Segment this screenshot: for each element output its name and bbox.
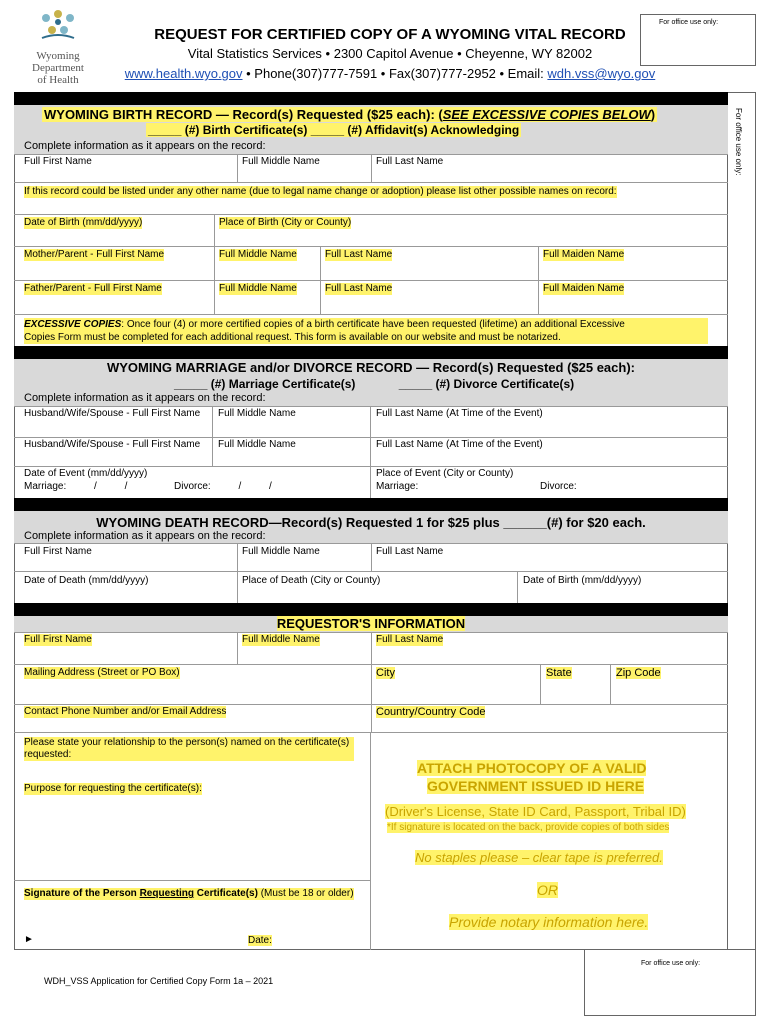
attach-notary-note: Provide notary information here. [449,914,649,930]
section-bar [14,346,728,359]
event-place-divorce: Divorce: [540,481,577,492]
spouse2-last-name-label: Full Last Name (At Time of the Event) [376,439,543,450]
birth-other-names-label: If this record could be listed under any other name (due to legal name change or adoption) please list other possible names on record: [24,186,617,197]
footer-form-id: WDH_VSS Application for Certified Copy Form 1a – 2021 [44,976,274,986]
section-bar [14,603,728,616]
father-maiden-name-label: Full Maiden Name [543,283,625,294]
logo-line2: Department [32,62,84,74]
event-place-marriage: Marriage: [376,481,419,492]
requestor-first-name-label: Full First Name [24,634,92,645]
death-complete-note: Complete information as it appears on the record: [24,530,266,542]
mother-maiden-name-label: Full Maiden Name [543,249,625,260]
spouse1-first-name-label: Husband/Wife/Spouse - Full First Name [24,408,201,419]
city-label: City [376,667,395,679]
death-title: WYOMING DEATH RECORD—Record(s) Requested 1 for $25 plus ______(#) for $20 each. [96,515,646,530]
death-first-name-label: Full First Name [24,546,92,557]
event-date-label: Date of Event (mm/dd/yyyy) [24,468,148,479]
death-middle-name-label: Full Middle Name [242,546,320,557]
event-place-label: Place of Event (City or County) [376,468,514,479]
death-date-label: Date of Death (mm/dd/yyyy) [24,575,149,586]
page-title: REQUEST FOR CERTIFIED COPY OF A WYOMING VITAL RECORD [154,26,626,43]
birth-complete-note: Complete information as it appears on the record: [24,140,266,152]
attach-or: OR [537,882,558,898]
mother-first-name-label: Mother/Parent - Full First Name [24,249,165,260]
death-place-label: Place of Death (City or County) [242,575,381,586]
death-dob-label: Date of Birth (mm/dd/yyyy) [523,575,642,586]
death-last-name-label: Full Last Name [376,546,444,557]
country-label: Country/Country Code [376,706,486,718]
father-middle-name-label: Full Middle Name [219,283,297,294]
marriage-complete-note: Complete information as it appears on the record: [24,392,266,404]
birth-pob-label: Place of Birth (City or County) [219,217,352,228]
attach-id-area [371,733,727,949]
requestor-last-name-label: Full Last Name [376,634,444,645]
signature-arrow: ► [24,934,34,945]
purpose-label: Purpose for requesting the certificate(s): [24,783,202,794]
mother-middle-name-label: Full Middle Name [219,249,297,260]
requestor-middle-name-label: Full Middle Name [242,634,320,645]
logo-line3: of Health [37,74,79,86]
header-contact [90,66,690,81]
birth-first-name-label: Full First Name [24,156,92,167]
attach-id-types: (Driver's License, State ID Card, Passport, Tribal ID) [385,804,686,819]
birth-title: WYOMING BIRTH RECORD — Record(s) Requested ($25 each): (SEE EXCESSIVE COPIES BELOW) [44,107,656,122]
birth-last-name-label: Full Last Name [376,156,444,167]
wdh-logo-icon [34,8,84,44]
birth-dob-label: Date of Birth (mm/dd/yyyy) [24,217,143,228]
father-first-name-label: Father/Parent - Full First Name [24,283,162,294]
birth-quantity-line: _____ (#) Birth Certificate(s) _____ (#) Affidavit(s) Acknowledging [148,123,520,137]
attach-line1: ATTACH PHOTOCOPY OF A VALID [417,760,647,776]
attach-signature-note: *If signature is located on the back, provide copies of both sides [387,822,670,833]
attach-line2: GOVERNMENT ISSUED ID HERE [427,778,645,794]
office-use-label-bottom: For office use only: [641,960,701,967]
office-use-side-box [728,92,756,950]
office-use-side-label: For office use only: [734,108,743,176]
marriage-title: WYOMING MARRIAGE and/or DIVORCE RECORD — Record(s) Requested ($25 each): [106,360,635,375]
office-use-label-top: For office use only: [659,19,719,26]
date-label: Date: [248,935,272,946]
section-bar [14,92,728,105]
website-link[interactable]: www.health.wyo.gov [124,66,243,81]
spouse1-middle-name-label: Full Middle Name [218,408,296,419]
logo-line1: Wyoming [36,50,80,62]
contact-info: • Phone(307)777-7591 • Fax(307)777-2952 • Email: [242,66,548,81]
father-last-name-label: Full Last Name [325,283,393,294]
mother-last-name-label: Full Last Name [325,249,393,260]
wdh-logo [18,8,98,88]
mailing-address-label: Mailing Address (Street or PO Box) [24,667,180,678]
email-link[interactable]: wdh.vss@wyo.gov [547,66,656,81]
state-label: State [546,667,572,679]
zip-code-label: Zip Code [616,667,661,679]
section-bar [14,498,728,511]
contact-label: Contact Phone Number and/or Email Address [24,706,227,717]
excessive-copies-note: EXCESSIVE COPIES: Once four (4) or more certified copies of a birth certificate have been requested (lifetime) an additional Excessive Copies Form must be completed for each additional request. This form is available on our website and must be notarized. [24,318,708,344]
signature-label: Signature of the Person Requesting Certificate(s) (Must be 18 or older) [24,888,354,899]
marriage-quantity-line: _____ (#) Marriage Certificate(s) _____ (#) Divorce Certificate(s) [174,377,575,391]
event-date-marriage: Marriage: / / [24,481,128,492]
attach-staples-note: No staples please – clear tape is preferred. [415,850,663,865]
requestor-title: REQUESTOR'S INFORMATION [276,616,466,631]
event-date-divorce: Divorce: / / [174,481,272,492]
spouse2-middle-name-label: Full Middle Name [218,439,296,450]
spouse1-last-name-label: Full Last Name (At Time of the Event) [376,408,543,419]
spouse2-first-name-label: Husband/Wife/Spouse - Full First Name [24,439,201,450]
header-address: Vital Statistics Services • 2300 Capitol Avenue • Cheyenne, WY 82002 [187,46,593,61]
birth-middle-name-label: Full Middle Name [242,156,320,167]
relationship-label: Please state your relationship to the person(s) named on the certificate(s) requested: [24,737,354,761]
office-use-box-top [640,14,756,66]
office-use-box-bottom [584,950,756,1016]
